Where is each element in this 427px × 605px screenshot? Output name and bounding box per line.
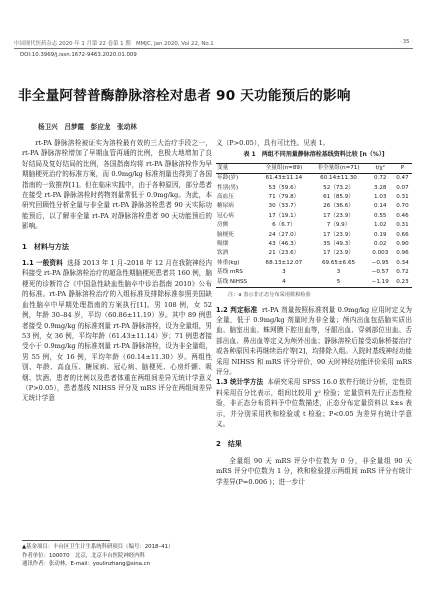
- statistics-paragraph: [216, 377, 412, 429]
- table-cell: −0.57: [371, 269, 389, 276]
- table-cell: 68.13±12.07: [265, 259, 303, 266]
- table-row: [216, 193, 412, 202]
- table-cell: 0.02: [374, 241, 387, 248]
- table-cell: 0.90: [396, 241, 409, 248]
- table-cell: 53（59.6）: [268, 184, 300, 191]
- table-row: [216, 212, 412, 221]
- table-cell: 61（85.9）: [323, 194, 354, 201]
- table-row: [216, 231, 412, 240]
- table-cell: 性别(男): [217, 184, 239, 191]
- table-cell: 0.46: [396, 212, 409, 219]
- criteria-paragraph: [216, 305, 412, 378]
- general-data-text: 选择 2013 年 1 月–2018 年 12 月在我院神经内科接受 rt-PA 静脉溶栓治疗的超急性期脑梗死患者共 160 例，脑梗死的诊断符合《中国急性缺血性脑卒中诊治指南 2010》公布的标准。rt-PA 静脉溶栓治疗的入组标准及排除标准参照美国缺血性脑卒中早期处理指南的方案执行[1]。男 108 例，女 52 例，年龄 30–84 岁，平均（60.86±11.19）岁。其中 89 例患者接受 0.9mg/kg 的标准剂量 rt-PA 静脉溶栓，设为全量组，男 53 例，女 36 例，平均年龄（61.43±11.14）岁；71 例患者接受小于 0.9mg/kg 的标准剂量 rt-PA 静脉溶栓，设为非全量组，男 55 例，女 16 例，平均年龄（60.14±11.30）岁。两组性别、年龄、高血压、糖尿病、冠心病、脑梗死、心房纤颤、吸烟、饮酒、患者的比例以及患者体重在两组间差异无统计学意义（P>0.05），患者基线 NIHSS 评分及 mRS 评分在两组间差异无统计学意: [22, 259, 212, 403]
- table-header-cell: 全量组(n=89): [258, 163, 309, 173]
- table-cell: 0.70: [396, 203, 409, 210]
- table-cell: 基线 mRS: [217, 269, 243, 276]
- running-header-journal: 中国现代医药杂志 2020 年 1 月第 22 卷第 1 期 MMJC, Jan 2020, Vol 22, No.1: [14, 41, 214, 47]
- table-cell: 69.65±6.65: [321, 259, 356, 266]
- table-cell: 26（36.6）: [323, 203, 354, 210]
- table-header-row: [216, 163, 412, 173]
- table-row: [216, 268, 412, 277]
- table-cell: 房颤: [217, 222, 229, 229]
- table-row: [216, 184, 412, 193]
- footnote-rule: [22, 540, 110, 541]
- continuation-text: 义（P>0.05），具有可比性。见表 1。: [216, 139, 330, 147]
- table-cell: 17（23.9）: [323, 231, 354, 238]
- intro-paragraph: rt-PA 静脉溶栓被证实为溶栓最有效的三大治疗手段之一，rt-PA 静脉溶栓增加了早期血管再通的比例，也极大地增加了良好结局及复好结局的比例，各国指南均将 rt-PA 静脉溶栓作为早期脑梗死治疗的标准方案，而 0.9mg/kg 标准剂量也得到了各国指南的一致推荐[1]。但在临床实践中，由于各种原因，部分患者在接受 rt-PA 静脉溶栓时药物剂量常低于 0.9mg/kg。为此，本研究回顾性分析全量与非全量 rt-PA 静脉溶栓患者 90 天实际功能预后，以了解非全量 rt-PA 对静脉溶栓患者 90 天功能预后的影响。: [22, 139, 212, 231]
- general-data-paragraph: [22, 258, 212, 404]
- baseline-table: [216, 163, 412, 288]
- table-row: [216, 249, 412, 258]
- article-title: 非全量阿替普酶静脉溶栓对患者 90 天功能预后的影响: [18, 88, 351, 104]
- table-cell: 体重(kg): [217, 259, 240, 266]
- left-column: [22, 138, 212, 404]
- table-cell: 0.96: [396, 250, 409, 257]
- table-cell: 0.34: [396, 259, 409, 266]
- table-cell: 0.47: [396, 175, 409, 182]
- table-1: [216, 150, 412, 300]
- table-cell: 饮酒: [217, 250, 229, 257]
- table-cell: 17（23.9）: [323, 250, 354, 257]
- table-header-cell: t/χ²: [368, 163, 393, 173]
- table-cell: 61.43±11.14: [265, 175, 303, 182]
- table-cell: 1.03: [374, 194, 387, 201]
- subsection-heading-statistics: 1.3 统计学方法: [216, 378, 264, 387]
- table-caption: 表 1 两组不同剂量静脉溶栓基线资料比较 [n（%）]: [243, 151, 385, 159]
- results-paragraph: 全量组 90 天 mRS 评分中位数为 0 分，非全量组 90 天 mRS 评分中位数为 1 分，秩和检验提示两组间 mRS 评分有统计学差异(P=0.006 )；进一步计: [216, 456, 412, 486]
- table-cell: 24（27.0）: [268, 231, 300, 238]
- table-cell: 吸烟: [217, 241, 229, 248]
- table-cell: 6（6.7）: [272, 222, 296, 229]
- table-cell: 30（33.7）: [268, 203, 300, 210]
- subsection-heading-general: 1.1 一般资料: [22, 259, 63, 268]
- table-cell: 0.07: [396, 184, 409, 191]
- table-cell: 高血压: [217, 194, 234, 201]
- table-cell: 71（79.8）: [268, 194, 300, 201]
- table-cell: 0.72: [374, 175, 387, 182]
- running-header: [14, 39, 413, 47]
- table-cell: 0.14: [374, 203, 387, 210]
- table-cell: 3: [336, 269, 341, 276]
- table-cell: 糖尿病: [217, 203, 234, 210]
- table-cell: 17（19.1）: [268, 212, 300, 219]
- table-cell: 35（49.3）: [323, 241, 354, 248]
- footnote-correspondence: 通讯作者：张动林，E-mail：youlinzhang@sina.cn: [22, 561, 151, 568]
- table-cell: −1.19: [368, 278, 393, 288]
- table-cell: 冠心病: [217, 212, 234, 219]
- doi: DOI:10.3969/j.issn.1672-9463.2020.01.009: [20, 52, 137, 58]
- table-cell: 0.66: [396, 231, 409, 238]
- table-header-cell: 非全量组(n=71): [309, 163, 367, 173]
- section-heading-results: 2 结果: [216, 440, 242, 449]
- table-cell: 5: [309, 278, 367, 288]
- section-heading-methods: 1 材料与方法: [22, 242, 69, 251]
- table-cell: −0.95: [371, 259, 389, 266]
- table-cell: 4: [258, 278, 309, 288]
- table-row: [216, 278, 412, 288]
- table-cell: 7（9.9）: [326, 222, 351, 229]
- table-cell: 0.31: [396, 194, 409, 201]
- footnote-affiliation: 作者单位：100070 北京，北京丰台医院神经内科: [22, 552, 146, 559]
- table-header-cell: 变量: [216, 163, 258, 173]
- table-row: [216, 240, 412, 249]
- table-cell: 0.31: [396, 222, 409, 229]
- table-cell: 基线 NIHSS: [216, 278, 258, 288]
- table-row: [216, 174, 412, 184]
- table-row: [216, 221, 412, 230]
- header-rule: [14, 48, 413, 49]
- table-row: [216, 259, 412, 268]
- table-cell: 年龄(岁): [217, 175, 239, 182]
- authors: 杨卫兴 吕梦霞 彭应龙 张动林: [38, 123, 137, 131]
- table-cell: 3: [282, 269, 286, 276]
- subsection-heading-criteria: 1.2 判定标准: [216, 305, 258, 314]
- table-cell: 0.23: [393, 278, 412, 288]
- table-cell: 43（46.3）: [268, 241, 300, 248]
- table-cell: 0.003: [372, 250, 389, 257]
- right-column: [216, 138, 412, 487]
- table-row: [216, 202, 412, 211]
- footnote: [22, 543, 212, 569]
- table-cell: 52（73.2）: [323, 184, 354, 191]
- criteria-text: rt-PA 剂量按照标准剂量 0.9mg/kg 应用时定义为全量，低于 0.9mg/kg 剂量时为非全量；颅内出血包括脑实质出血、脑室出血、蛛网膜下腔出血等，牙龈出血、穿刺部位出血、舌部出血、鼻出血等定义为颅外出血；静脉溶栓后接受动脉桥接治疗或各种原因未再继续治疗等[2]，均排除入组。入院时基线神经功能采用 NIHSS 和 mRS 评分评价，90 天时神经功能评价采用 mRS 评分。: [216, 305, 412, 376]
- table-cell: 脑梗死: [217, 231, 234, 238]
- statistics-text: 本研究采用 SPSS 16.0 软件行统计分析，定性资料采用百分比表示，组间比较用 χ² 检验；定量资料先行正态性检验，非正态分布资料予中位数描述，正态分布定量资料以 x̄±s 表示，并分别采用秩和检验或 t 检验；P<0.05 为差异有统计学意义。: [216, 378, 412, 428]
- table-cell: 0.55: [374, 212, 387, 219]
- page-number: · 35 ·: [399, 39, 413, 45]
- table-cell: 17（23.9）: [323, 212, 354, 219]
- table-header-cell: P: [393, 163, 412, 173]
- table-cell: 0.72: [396, 269, 409, 276]
- footnote-funding: ▲基金项目：丰台区卫生计生系统科研项目（编号：2018–41）: [22, 544, 174, 550]
- table-cell: 0.19: [374, 231, 387, 238]
- table-cell: 1.02: [374, 222, 387, 229]
- table-cell: 21（23.6）: [268, 250, 300, 257]
- table-body: [216, 174, 412, 288]
- table-note: 注：a 表示非正态分布采用秩和检验: [228, 292, 311, 299]
- table-cell: 3.28: [374, 184, 387, 191]
- table-cell: 60.14±11.30: [320, 175, 357, 182]
